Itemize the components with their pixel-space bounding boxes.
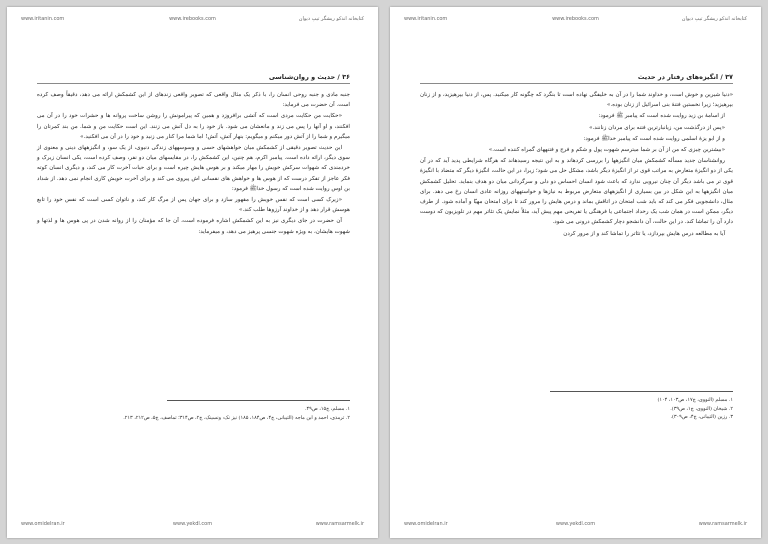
page-37 [390, 7, 761, 538]
paragraph: روانشناسان جدید مسأله کشمکش میان انگیزهها را بررسی کردهاند و به این نتیجه رسیدهاند که هرگاه شرایطی پدید آید که در آن یکی از دو انگیزهٔ متعارض به مراتب قوی تر از انگیزهٔ دیگر باشد، مشکل حل می شود؛ زیرا، در این حالت، انگیزهٔ دیگر که متضاد با انگیزهٔ قوی تر می باشد دیگر آن چنان نیرویی ندارد که باعث شود انسان احساس دو دلی و سرگردانی میان دو هدف بنماید. تحلیل کشمکش میان انگیزهها به این شکل در بین بسیاری از انگیزههای متعارض مربوط به نیازها و خواستههای روزانه عادی انسان رخ می دهد. برای مثال، دانشجویی فکر می کند که باید شب امتحان در اتاقش بماند و درس هایش را مرور کند تا برای امتحان مهیّا و آماده شود. از طرف دیگر، ممکن است در همان شب یک رخداد اجتماعی یا فرهنگی یا تفریحی مهم پیش آید، مثلاً نمایش یک تئاتر مهم در تلویزیون که دوست دارد آن را تماشا کند. در این حالت، آن دانشجو دچار کشمکش درونی می شود. [420, 158, 733, 226]
paragraph: «دنیا شیرین و خوش است، و خداوند شما را در آن به خلیفگی نهاده است تا بنگرد که چگونه کار میکنید. پس، از دنیا بپرهیزید، و از زنان بپرهیزید؛ زیرا نخستین فتنهٔ بنی اسرائیل از زنان بوده.» [420, 92, 733, 109]
header-link-center[interactable]: www.irebooks.com [552, 16, 599, 22]
paragraph: از اسامهٔ بن زید روایت شده است که پیامبر ﷺ فرمود: [598, 113, 725, 120]
page-footer [7, 521, 378, 531]
page-footer [390, 521, 761, 531]
footnotes [123, 400, 350, 422]
footnotes [550, 391, 733, 422]
header-link-left[interactable]: www.iritanin.com [404, 16, 448, 22]
paragraph: «زیرک کسی است که نفس خویش را مقهور سازد و برای جهان پس از مرگ کار کند، و ناتوان کسی است که نفس خود را تابع هوسش قرار دهد و از خداوند آرزوها طلب کند.» [37, 197, 350, 214]
footer-link-center[interactable]: www.yekdl.com [555, 521, 596, 527]
paragraph: «بیشترین چیزی که من از آن بر شما میترسم شهوت پول و شکم و فرج و فتنههای گمراه کننده است.» [488, 147, 725, 154]
paragraph: این حدیث تصویر دقیقی از کشمکش میان خواهشهای حسی و وسوسههای زندگی دنیوی، از یک سو، و انگیزههای دینی و معنوی از سوی دیگر، ارائه داده است. پیامبر اکرم، هم چنین، این کشمکش را، در مقایسهای میان دو نفر، وصف کرده است، یکی انسان زیرک و خردمندی که شهوات سرکش خویش را مهار میکند و بر هوس هایش چیره است و برای حیات آخرت کار می کند، و دیگری انسان کوته فکر عاجز از تفکر درست که از هوس ها و خواهش های نفسانی اش پیروی می کند و برای آخرت خویش کاری انجام نمی دهد. از شداد بن اوس روایت شده است که رسول خداﷺ فرمود: [37, 145, 350, 192]
header-link-left[interactable]: www.iritanin.com [21, 16, 65, 22]
paragraph: «پس از درگذشت من، زیانبارترین فتنه برای مردان زنانند.» [589, 124, 725, 131]
footnote: ۲. شیخان (النووی، ج۱، ص۳۹). [670, 405, 733, 412]
paragraph: جنبه مادی و جنبه روحی انسان را، با ذکر یک مثال واقعی که تصویر واقعی زندهای از این کشمکش ارائه می دهد، دقیقاً وصف کرده است. آن حضرت می فرماید: [37, 92, 350, 109]
footnote: ۳. رزین (التیبانی، ج۴، ص۳۰۹). [670, 414, 733, 421]
paragraph: «حکایت من حکایت مردی است که آتشی برافروزد و همین که پیرامونش را روشن ساخت پروانه ها و حشرات خود را در آن می افکنند، و او آنها را پس می زند و مانعشان می شود. باز خود را به دل آتش می زنند. این است حکایت من و شما. من بند کمرتان را میگیرم و شما را از آتش دور میکنم و میگویم: بنهار آتش، آتش! اما شما مرا کنار می زنید و خود را در آن می افکنید.» [37, 113, 350, 140]
page-title: ۳۷ / انگیزه‌های رفتار در حدیث [637, 73, 733, 81]
page-content [37, 73, 350, 238]
page-header [7, 16, 378, 26]
header-link-center[interactable]: www.irebooks.com [169, 16, 216, 22]
footer-link-right[interactable]: www.ramsarmelk.ir [698, 521, 747, 527]
footer-link-right[interactable]: www.ramsarmelk.ir [315, 521, 364, 527]
page-content [420, 73, 733, 240]
paragraph: آیا به مطالعه درس هایش بپردازد، یا تئاتر را تماشا کند و از مرور کردن [563, 230, 725, 237]
footer-link-center[interactable]: www.yekdl.com [172, 521, 213, 527]
footnote: ۲. ترمذی، احمد و ابن ماجه (التیبانی، ج۴، ص۱۸۴، ۱۸۵) نیز نک: ونسینک، ج۲، ص۳۱۴؛ تماصف، ج۵، ص۲۱۲، ۲۱۳. [123, 414, 350, 421]
footer-link-left[interactable]: www.omidelran.ir [21, 521, 65, 527]
paragraph: و از ابو یزهٔ اسلمی روایت شده است که پیامبر خداﷺ فرمود: [583, 135, 725, 142]
page-title: ۳۶ / حدیث و روان‌شناسی [268, 73, 350, 81]
page-header [390, 16, 761, 26]
header-library-name: کتابخانه اندکو ریشگر تیپ دیوان [681, 16, 747, 22]
footnote: ۱. مسلم (النووی، ج۱۷، ص۱۰۳، ۱۰۴) [657, 397, 733, 403]
page-title-row [37, 73, 350, 84]
header-library-name: کتابخانه اندکو ریشگر تیپ دیوان [298, 16, 364, 22]
page-36 [7, 7, 378, 538]
paragraph: آن حضرت در جای دیگری نیز به این کشمکش اشاره فرموده است، آن جا که مؤمنان را از روانه شدن در پی هوس ها و لذتها و شهوت هایشان، به ویژه شهوت جنسی پرهیز می دهد، و میفرماید: [37, 218, 350, 235]
footnote: ۱. مسلم، ج۱۵، ص۴۹. [304, 406, 350, 412]
footer-link-left[interactable]: www.omidelran.ir [404, 521, 448, 527]
page-title-row [420, 73, 733, 84]
